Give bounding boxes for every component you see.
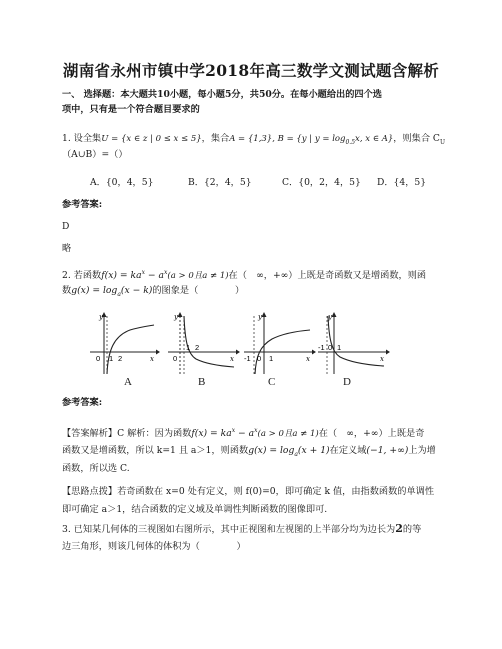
q3-line1-text: 3. 已知某几何体的三视图如右图所示，其中正视图和左视图的上半部分均为边长为	[62, 524, 396, 535]
q2-g-base: a	[117, 290, 121, 298]
q2-analysis2-text: 函数又是增函数，所以 k=1 且 a＞1，则函数	[62, 445, 249, 456]
q3-stem-line1	[62, 522, 421, 536]
q2-g-tail: (x − k)	[120, 285, 153, 296]
q2-tip-line2: 即可确定 a＞1，结合函数的定义域及单调性判断函数的图像即可.	[62, 504, 328, 515]
q2-stem-line1: 2. 若函数$f(x) = ka^x - a^x(a > 0$且a ≠ 1)在（ ∞，+∞）上既是奇函数又是增函数，则函	[62, 269, 427, 282]
svg-text:y: y	[328, 313, 332, 321]
q2-analysis-g-base: a	[294, 450, 298, 458]
svg-text:y: y	[258, 313, 262, 321]
q1-log-base: 0.5	[345, 138, 356, 146]
q2-tip-line1: 【思路点拨】若奇函数在 x=0 处有定义，则 f(0)=0，即可确定 k 值，由指数函数的单调性	[62, 486, 435, 497]
section-heading-line2: 项中，只有是一个符合题目要求的	[62, 104, 200, 115]
q2-answer-label: 参考答案:	[62, 397, 103, 408]
graph-c-tick-2: 1	[269, 354, 274, 363]
q1-mid: ，集合	[201, 133, 230, 144]
q2-analysis2-end: 上为增	[408, 445, 436, 456]
graph-a-tick-2: 2	[118, 354, 123, 363]
graph-b-tick-2: 2	[195, 343, 200, 352]
graph-c-label: C	[268, 376, 276, 388]
q2-prefix: 2. 若函数	[62, 270, 102, 282]
q2-analysis-line3: 函数，所以选 C.	[62, 463, 130, 474]
svg-text:x: x	[230, 355, 234, 363]
q1-set-u: U = {x ∈ z | 0 ≤ x ≤ 5}	[101, 134, 202, 144]
graph-d-tick-2: 1	[337, 343, 342, 352]
q2-stem-line2	[62, 284, 244, 301]
q1-answer: D	[62, 221, 70, 232]
svg-text:x: x	[380, 355, 384, 363]
graph-a-label: A	[124, 376, 132, 388]
q2-analysis-line1: 【答案解析】C 解析：因为函数$f(x) = ka^x - a^x(a > 0$且a ≠ 1)在（ ∞，+∞）上既是奇	[62, 427, 425, 440]
graph-b-tick-1: 1	[186, 343, 191, 352]
graph-c	[244, 312, 316, 376]
q2-analysis-domain: (−1, +∞)	[366, 445, 409, 456]
graph-d-label: D	[343, 376, 351, 388]
q3-stem-line2: 边三角形，则该几何体的体积为（ ）	[62, 541, 246, 552]
q2-analysis-g-tail: (x + 1)	[297, 445, 330, 456]
q1-prefix: 1. 设全集	[62, 133, 102, 144]
q1-explanation: 略	[62, 243, 72, 254]
graph-b-tick-0: 0	[173, 354, 178, 363]
q3-line1-end: 的等	[402, 524, 422, 535]
q1-set-ab-end: x, x ∈ A}	[355, 134, 394, 144]
svg-text:y: y	[174, 313, 178, 321]
q2-function: f(x) = ka	[101, 270, 142, 282]
svg-text:x: x	[150, 355, 154, 363]
graph-a-tick-1: 1	[109, 354, 114, 363]
q2-mid: 在（ ∞，+∞）上既是奇函数又是增函数，则函	[228, 270, 427, 282]
q2-function-tail: − a	[144, 270, 165, 282]
q2-analysis-function: f(x) = ka	[191, 428, 232, 440]
q2-analysis-condition: (a > 0且a ≠ 1)	[257, 429, 319, 440]
q2-analysis-function-tail: − a	[235, 428, 255, 440]
q2-g-function: g(x) = log	[71, 285, 118, 296]
q2-analysis-g: g(x) = log	[248, 445, 295, 456]
q1-set-ab: A = {1,3}, B = {y | y = log	[229, 134, 346, 144]
page-title: 湖南省永州市镇中学2018年高三数学文测试题含解析	[62, 61, 440, 80]
q2-line2-prefix: 数	[62, 285, 72, 296]
graph-b	[168, 312, 240, 376]
graph-a	[90, 312, 160, 376]
svg-text:y: y	[99, 313, 103, 321]
q2-analysis-line1-end: 在（ ∞，+∞）上既是奇	[318, 428, 425, 440]
graph-c-tick-0: -1	[244, 354, 251, 363]
q1-stem-line2: （A∪B）=（）	[62, 149, 128, 160]
q2-analysis-start: 【答案解析】C 解析：因为函数	[62, 428, 192, 440]
q3-edge-length: 2	[395, 522, 403, 535]
q2-analysis2-mid: 在定义域	[329, 445, 367, 456]
graph-a-tick-0: 0	[96, 354, 101, 363]
q2-analysis-line2	[62, 444, 436, 461]
q1-suffix: ，则集合 C	[393, 133, 440, 144]
q2-condition: (a > 0且a ≠ 1)	[167, 271, 229, 282]
q1-option-a: A．{0，4，5}	[90, 177, 154, 188]
graph-d-tick-1: 0	[328, 343, 333, 352]
q1-answer-label: 参考答案:	[62, 199, 103, 210]
q1-stem-line1	[62, 132, 445, 149]
q1-option-b: B．{2，4，5}	[188, 177, 252, 188]
svg-text:x: x	[306, 355, 310, 363]
graph-c-tick-1: 0	[257, 354, 262, 363]
q1-option-c: C．{0，2，4，5}	[282, 177, 361, 188]
section-heading-line1: 一、 选择题：本大题共10小题，每小题5分，共50分。在每小题给出的四个选	[62, 89, 382, 100]
graph-d-tick-0: -1	[318, 343, 325, 352]
graph-b-label: B	[198, 376, 206, 388]
q1-complement-sub: U	[439, 138, 446, 146]
graph-d	[318, 312, 390, 376]
q2-line2-suffix: 的图象是（ ）	[152, 285, 245, 296]
q1-option-d: D．{4，5}	[377, 177, 427, 188]
